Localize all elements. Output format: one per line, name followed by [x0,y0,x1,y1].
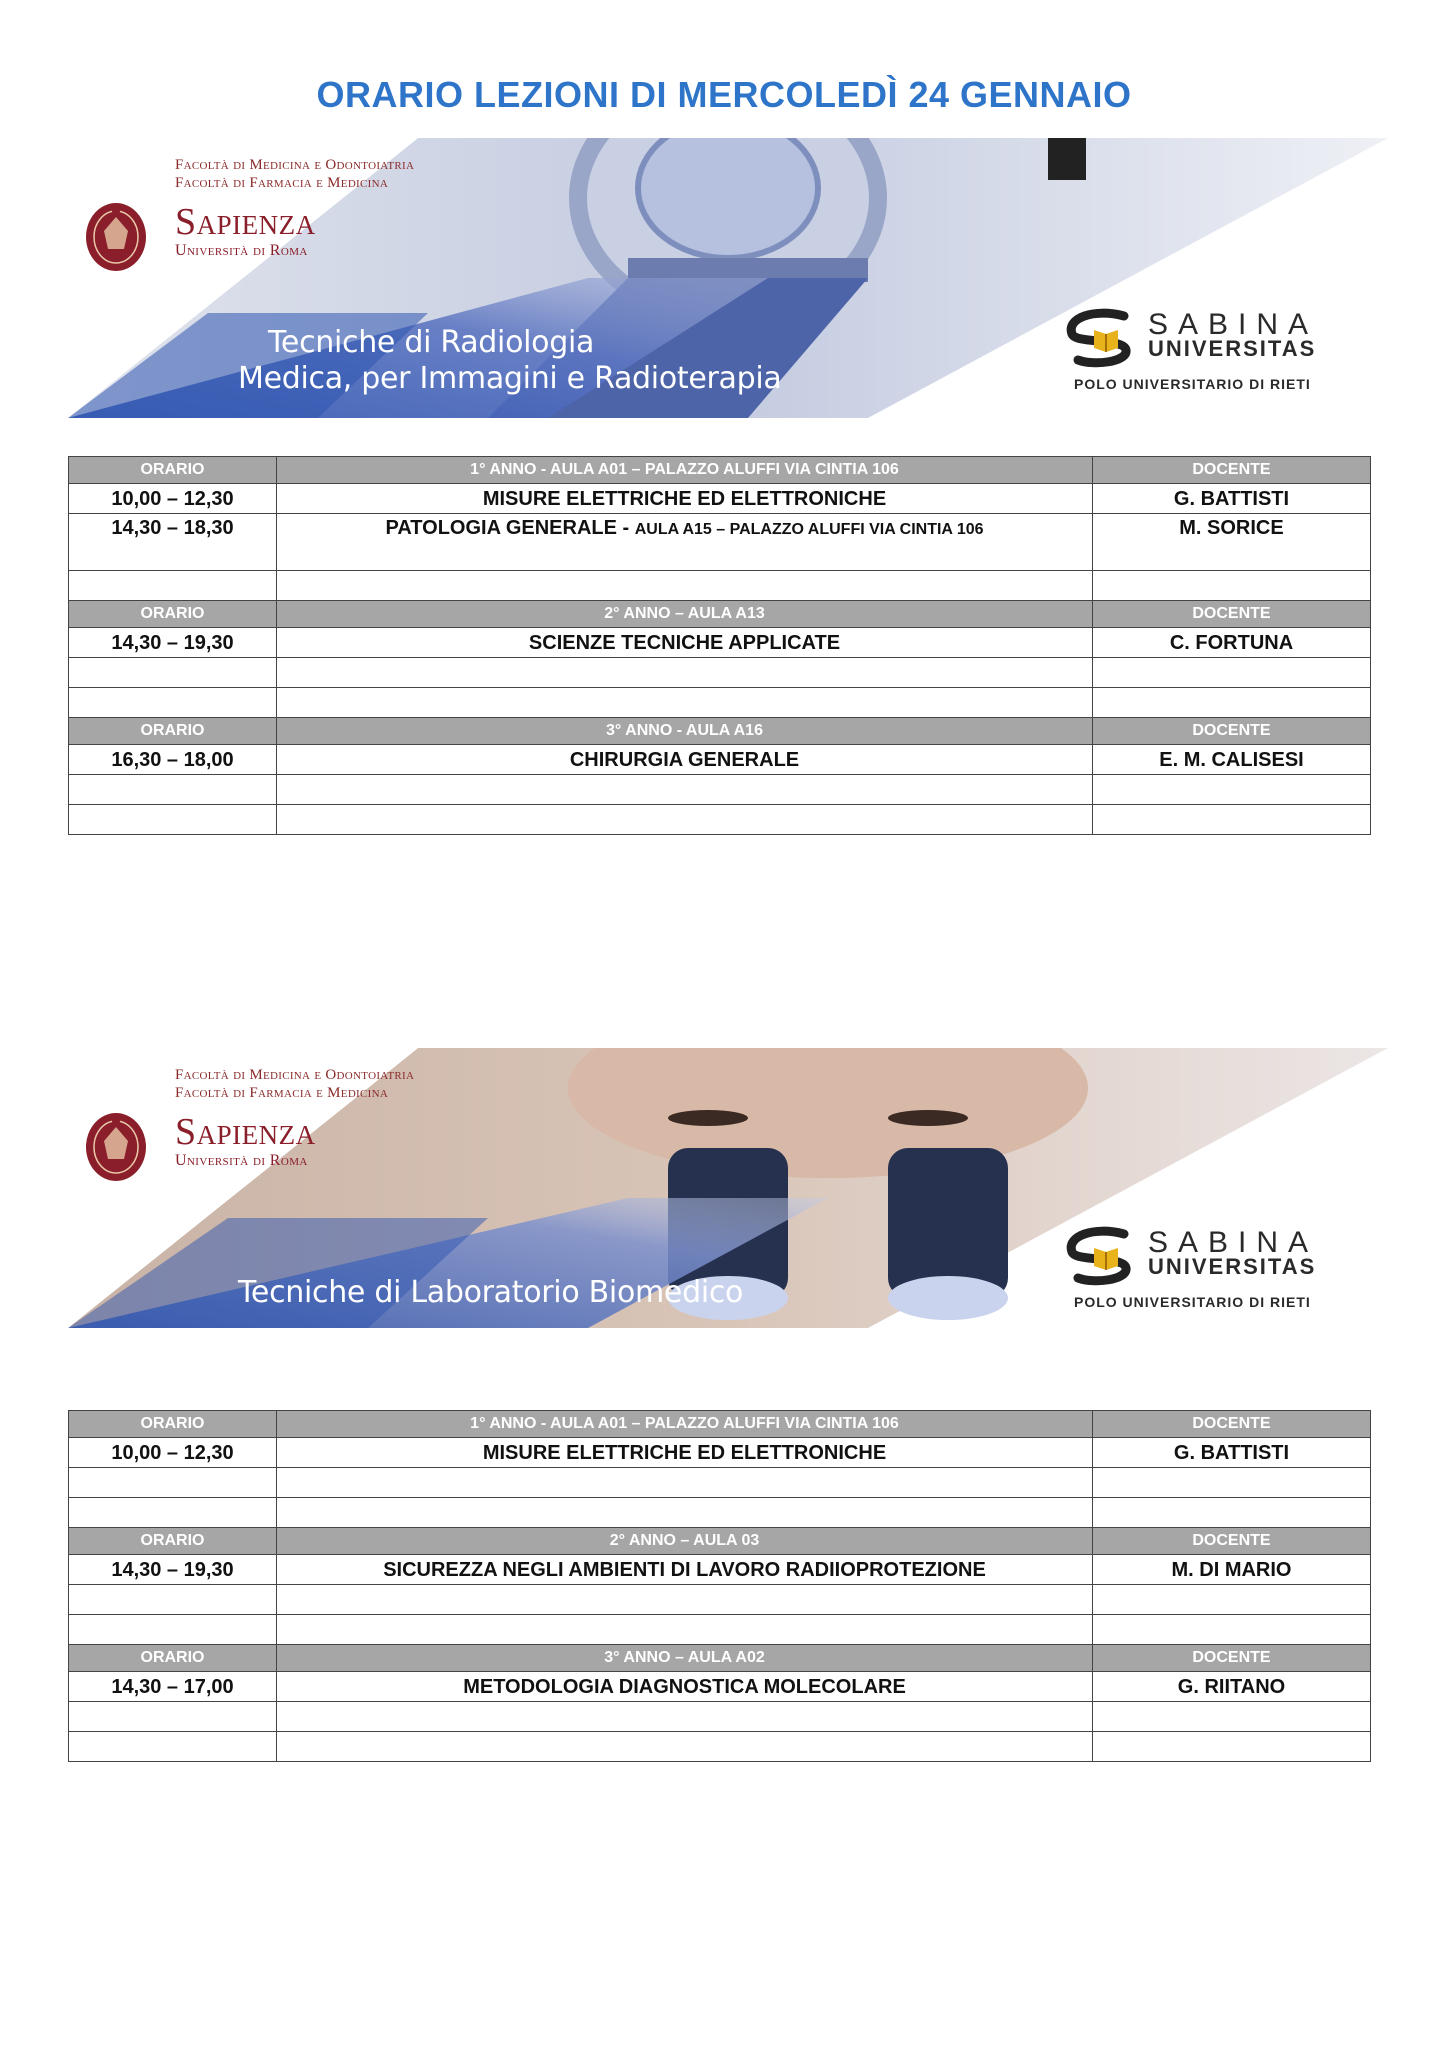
sabina-universitas-logo [1064,308,1364,398]
empty-row [69,1468,1371,1498]
sapienza-subtitle: Università di Roma [175,1152,308,1169]
empty-row [69,1585,1371,1615]
table-row [69,1438,1371,1468]
header-anno: 1° ANNO - AULA A01 – PALAZZO ALUFFI VIA CINTIA 106 [277,457,1093,484]
course-title-line-1: Tecniche di Radiologia [268,325,595,360]
sabina-subtitle: UNIVERSITAS [1148,1254,1317,1279]
header-row-3-anno [69,718,1371,745]
sapienza-seal-icon [84,1105,148,1183]
page-title: ORARIO LEZIONI DI MERCOLEDÌ 24 GENNAIO [316,74,1132,115]
schedule-table-radiologia [68,456,1371,835]
header-orario: ORARIO [69,1645,277,1672]
header-orario: ORARIO [69,601,277,628]
header-row-1-anno [69,457,1371,484]
faculty-names [175,1066,414,1102]
header-orario: ORARIO [69,1528,277,1555]
sapienza-seal-icon [84,195,148,273]
empty-row [69,775,1371,805]
header-row-2-anno [69,1528,1371,1555]
time-cell: 14,30 – 19,30 [69,1555,277,1585]
header-orario: ORARIO [69,718,277,745]
header-docente: DOCENTE [1093,457,1371,484]
table-row [69,514,1371,571]
time-cell: 14,30 – 17,00 [69,1672,277,1702]
time-cell: 10,00 – 12,30 [69,1438,277,1468]
sabina-universitas-logo [1064,1226,1364,1316]
subject-cell: CHIRURGIA GENERALE [277,745,1093,775]
header-anno: 3° ANNO – AULA A02 [277,1645,1093,1672]
header-anno: 2° ANNO – AULA A13 [277,601,1093,628]
time-cell: 14,30 – 18,30 [69,514,277,571]
subject-cell [277,514,1093,571]
time-cell: 14,30 – 19,30 [69,628,277,658]
docente-cell: E. M. CALISESI [1093,745,1371,775]
schedule-table-laboratorio [68,1410,1371,1762]
sapienza-wordmark: Sapienza [175,201,316,243]
table-row [69,1555,1371,1585]
sabina-polo: POLO UNIVERSITARIO DI RIETI [1074,376,1311,392]
table-row [69,1672,1371,1702]
subject-name: PATOLOGIA GENERALE - [385,517,630,539]
time-cell: 16,30 – 18,00 [69,745,277,775]
sabina-book-icon [1064,1226,1148,1288]
faculty-names [175,156,414,192]
subject-cell: SCIENZE TECNICHE APPLICATE [277,628,1093,658]
header-orario: ORARIO [69,457,277,484]
subject-cell: MISURE ELETTRICHE ED ELETTRONICHE [277,484,1093,514]
header-anno: 2° ANNO – AULA 03 [277,1528,1093,1555]
table-row [69,628,1371,658]
docente-cell: M. DI MARIO [1093,1555,1371,1585]
header-anno: 3° ANNO - AULA A16 [277,718,1093,745]
time-cell: 10,00 – 12,30 [69,484,277,514]
banner-radiologia [68,138,1388,418]
docente-cell: M. SORICE [1093,514,1371,571]
subject-cell: SICUREZZA NEGLI AMBIENTI DI LAVORO RADIIOPROTEZIONE [277,1555,1093,1585]
header-docente: DOCENTE [1093,1645,1371,1672]
sabina-subtitle: UNIVERSITAS [1148,336,1317,361]
sapienza-subtitle: Università di Roma [175,242,308,259]
header-docente: DOCENTE [1093,1528,1371,1555]
empty-row [69,571,1371,601]
header-docente: DOCENTE [1093,1411,1371,1438]
empty-row [69,1615,1371,1645]
header-row-3-anno [69,1645,1371,1672]
header-docente: DOCENTE [1093,718,1371,745]
header-orario: ORARIO [69,1411,277,1438]
empty-row [69,658,1371,688]
header-row-2-anno [69,601,1371,628]
faculty-line-2: Facoltà di Farmacia e Medicina [175,1085,389,1101]
docente-cell: G. RIITANO [1093,1672,1371,1702]
course-title-line-1: Tecniche di Laboratorio Biomedico [238,1275,744,1310]
subject-room: AULA A15 – PALAZZO ALUFFI VIA CINTIA 106 [634,521,984,538]
empty-row [69,1732,1371,1762]
sapienza-wordmark: Sapienza [175,1111,316,1153]
empty-row [69,688,1371,718]
subject-cell: MISURE ELETTRICHE ED ELETTRONICHE [277,1438,1093,1468]
table-row [69,484,1371,514]
faculty-line-1: Facoltà di Medicina e Odontoiatria [175,1067,415,1083]
docente-cell: C. FORTUNA [1093,628,1371,658]
table-row [69,745,1371,775]
sabina-title: SABINA [1148,1226,1319,1259]
sabina-polo: POLO UNIVERSITARIO DI RIETI [1074,1294,1311,1310]
header-docente: DOCENTE [1093,601,1371,628]
faculty-line-2: Facoltà di Farmacia e Medicina [175,175,389,191]
docente-cell: G. BATTISTI [1093,1438,1371,1468]
empty-row [69,1702,1371,1732]
subject-cell: METODOLOGIA DIAGNOSTICA MOLECOLARE [277,1672,1093,1702]
docente-cell: G. BATTISTI [1093,484,1371,514]
empty-row [69,805,1371,835]
sabina-book-icon [1064,308,1148,370]
course-title-line-2: Medica, per Immagini e Radioterapia [238,361,782,396]
faculty-line-1: Facoltà di Medicina e Odontoiatria [175,157,415,173]
sabina-title: SABINA [1148,308,1319,341]
banner-laboratorio [68,1048,1388,1328]
header-anno: 1° ANNO - AULA A01 – PALAZZO ALUFFI VIA CINTIA 106 [277,1411,1093,1438]
header-row-1-anno [69,1411,1371,1438]
empty-row [69,1498,1371,1528]
